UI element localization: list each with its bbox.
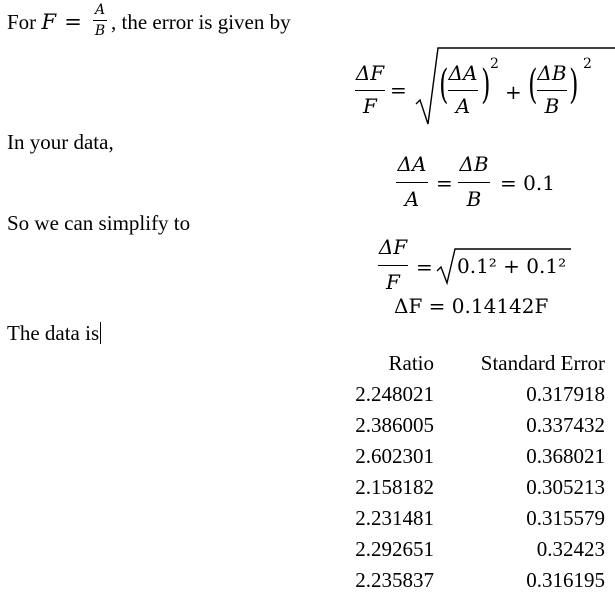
- equation-simplified: [375, 235, 575, 295]
- eq3-radicand: 0.1² + 0.1²: [457, 254, 567, 278]
- eq1-plus: +: [505, 80, 522, 104]
- table-row: [330, 568, 610, 599]
- column-header-standard-error: Standard Error: [480, 351, 605, 375]
- cell-ratio: 2.248021: [355, 382, 434, 406]
- intro-var-f: F: [41, 10, 57, 34]
- eq2-frac1-num: ΔA: [397, 152, 427, 176]
- text-data-is: [7, 321, 101, 345]
- cell-ratio: 2.602301: [355, 444, 434, 468]
- eq1-right-paren-1: ): [481, 62, 491, 108]
- eq1-exponent-2: 2: [583, 56, 592, 72]
- eq1-exponent-1: 2: [490, 56, 499, 72]
- eq1-term1-num: ΔA: [448, 61, 478, 85]
- equation-error-formula: [350, 46, 610, 128]
- table-row: [330, 382, 610, 413]
- cell-standard-error: 0.368021: [526, 444, 605, 468]
- eq3-lhs-den: F: [386, 270, 400, 294]
- eq1-term2-bar: [537, 90, 567, 91]
- text-in-your-data: In your data,: [7, 130, 114, 154]
- intro-suffix: , the error is given by: [111, 10, 291, 34]
- intro-prefix: For: [7, 10, 42, 34]
- text-data-is-label: The data is: [7, 321, 100, 345]
- cell-standard-error: 0.316195: [526, 568, 605, 592]
- eq1-equals: =: [390, 78, 407, 102]
- table-row: [330, 475, 610, 506]
- eq1-lhs-num: ΔF: [355, 61, 385, 85]
- eq1-term1-bar: [448, 90, 478, 91]
- equation-result: ΔF = 0.14142F: [394, 294, 549, 318]
- eq1-left-paren-2: (: [528, 62, 538, 108]
- table-row: [330, 537, 610, 568]
- cell-ratio: 2.235837: [355, 568, 434, 592]
- cell-ratio: 2.158182: [355, 475, 434, 499]
- eq2-frac2-den: B: [466, 187, 482, 211]
- cell-standard-error: 0.315579: [526, 506, 605, 530]
- eq1-lhs-den: F: [363, 94, 377, 118]
- table-header: [330, 351, 610, 382]
- text-cursor: [100, 322, 101, 344]
- eq3-lhs-num: ΔF: [378, 235, 408, 259]
- eq2-frac2-num: ΔB: [459, 152, 489, 176]
- eq1-right-paren-2: ): [569, 62, 579, 108]
- intro-inline-fraction: [91, 2, 109, 42]
- eq3-lhs-bar: [378, 265, 408, 266]
- intro-frac-bar: [93, 20, 107, 21]
- table-row: [330, 413, 610, 444]
- cell-ratio: 2.231481: [355, 506, 434, 530]
- intro-equals: =: [64, 10, 82, 34]
- equation-relative-errors: [393, 152, 573, 214]
- text-simplify: So we can simplify to: [7, 211, 191, 235]
- table-row: [330, 444, 610, 475]
- cell-ratio: 2.292651: [355, 537, 434, 561]
- cell-standard-error: 0.32423: [536, 537, 605, 561]
- eq1-term2-num: ΔB: [537, 61, 567, 85]
- table-row: [330, 506, 610, 537]
- eq2-result: = 0.1: [500, 171, 555, 195]
- cell-ratio: 2.386005: [355, 413, 434, 437]
- eq3-equals: =: [416, 255, 433, 279]
- eq1-term2-den: B: [544, 94, 560, 118]
- eq1-term1-den: A: [455, 94, 471, 118]
- intro-line: [7, 10, 85, 34]
- eq2-frac1-bar: [396, 182, 428, 183]
- column-header-ratio: Ratio: [388, 351, 434, 375]
- intro-frac-num: A: [94, 2, 106, 18]
- eq2-frac2-bar: [458, 182, 490, 183]
- eq2-frac1-den: A: [404, 187, 420, 211]
- intro-frac-den: B: [94, 23, 106, 39]
- eq1-lhs-bar: [355, 90, 385, 91]
- cell-standard-error: 0.317918: [526, 382, 605, 406]
- eq2-equals: =: [436, 171, 453, 195]
- cell-standard-error: 0.305213: [526, 475, 605, 499]
- cell-standard-error: 0.337432: [526, 413, 605, 437]
- eq1-left-paren-1: (: [439, 62, 449, 108]
